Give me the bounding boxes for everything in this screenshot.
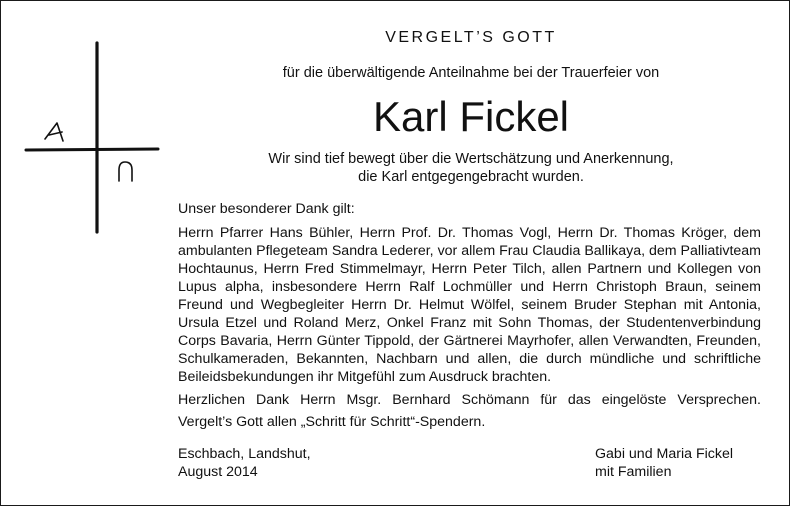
donors-thanks: Vergelt’s Gott allen „Schritt für Schritt“-Spendern. <box>178 414 486 430</box>
gratitude-statement <box>231 150 711 186</box>
gratitude-line: die Karl entgegengebracht wurden. <box>358 169 584 185</box>
place-text: Eschbach, Landshut, <box>178 446 311 462</box>
signers-names: Gabi und Maria Fickel <box>595 446 733 462</box>
notice-heading: VERGELT’S GOTT <box>385 29 557 46</box>
thanks-intro: Unser besonderer Dank gilt: <box>178 201 355 217</box>
signature <box>595 445 733 481</box>
alpha-icon <box>45 123 63 141</box>
intro-text: für die überwältigende Anteilnahme bei der Trauerfeier von <box>282 65 660 81</box>
deceased-name: Karl Fickel <box>372 93 570 140</box>
pastor-thanks: Herzlichen Dank Herrn Msgr. Bernhard Schömann für das eingelöste Versprechen. <box>178 392 761 408</box>
place-date <box>178 445 311 481</box>
signers-families: mit Familien <box>595 464 672 480</box>
date-text: August 2014 <box>178 464 258 480</box>
gratitude-line: Wir sind tief bewegt über die Wertschätzung und Anerkennung, <box>268 151 674 167</box>
thanks-section <box>178 200 761 435</box>
omega-icon <box>119 162 132 181</box>
thanks-list: Herrn Pfarrer Hans Bühler, Herrn Prof. Dr. Thomas Vogl, Herrn Dr. Thomas Kröger, dem ambulanten Pflegeteam Sandra Lederer, vor allem Frau Claudia Ballikaya, dem Palliativteam Hochtaunus, Herrn Fred Stimmelmayr, Herrn Peter Tilch, allen Partnern und Kollegen von Lupus alpha, insbesondere Herrn Ralf Lochmüller und Herrn Christoph Braun, seinem Freund und Wegbegleiter Herrn Dr. Helmut Wölfel, seinem Bruder Stephan mit Antonia, Ursula Etzel und Roland Merz, Onkel Franz mit Sohn Thomas, der Studentenverbindung Corps Bavaria, Herrn Günter Tippold, der Gärtnerei Mayrhofer, allen Verwandten, Freunden, Schulkameraden, Bekannten, Nachbarn und allen, die durch mündliche und schriftliche Beileidsbekundungen ihr Mitgefühl zum Ausdruck brachten. <box>178 225 761 385</box>
cross-alpha-omega-icon <box>1 1 171 507</box>
